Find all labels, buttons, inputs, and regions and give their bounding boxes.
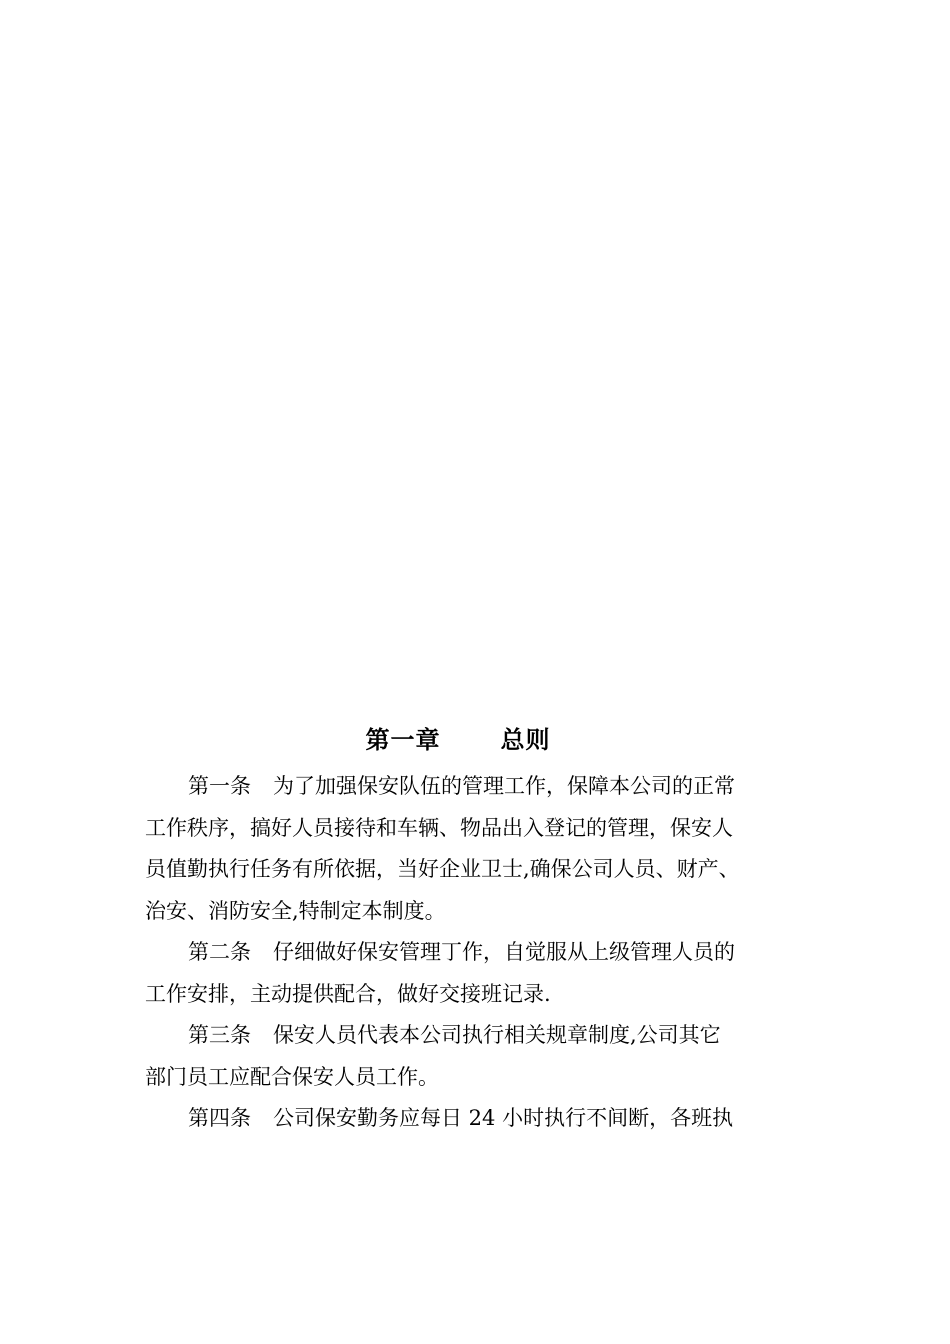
- article-4-first-line: [145, 1098, 795, 1140]
- article-2-first-line: [145, 932, 795, 974]
- chapter-title: 总则: [500, 726, 551, 754]
- article-label: 第三条: [188, 1023, 251, 1047]
- article-label: 第二条: [188, 940, 251, 964]
- article-1-line-4: 治安、消防安全,特制定本制度。: [145, 898, 446, 923]
- article-label: 第一条: [188, 774, 251, 798]
- article-text: 保安人员代表本公司执行相关规章制度,公司其它: [273, 1023, 721, 1047]
- article-2-line-2: 工作安排，主动提供配合，做好交接班记录.: [145, 981, 551, 1006]
- article-1-line-2: 工作秩序，搞好人员接待和车辆、物品出入登记的管理，保安人: [145, 815, 733, 840]
- chapter-body: [145, 766, 795, 1140]
- article-text: 仔细做好保安管理丁作，自觉服从上级管理人员的: [273, 940, 735, 964]
- article-label: 第四条: [188, 1106, 251, 1130]
- article-1-line-3: 员值勤执行任务有所依据，当好企业卫士,确保公司人员、财产、: [145, 857, 740, 881]
- chapter-heading: [0, 724, 916, 756]
- article-text: 公司保安勤务应每日 24 小时执行不间断，各班执: [273, 1106, 734, 1130]
- article-text: 为了加强保安队伍的管理工作，保障本公司的正常: [273, 774, 735, 798]
- article-3-first-line: [145, 1015, 795, 1057]
- article-1-first-line: [145, 766, 795, 808]
- article-3-line-2: 部门员工应配合保安人员工作。: [145, 1064, 439, 1089]
- chapter-number: 第一章: [365, 726, 441, 754]
